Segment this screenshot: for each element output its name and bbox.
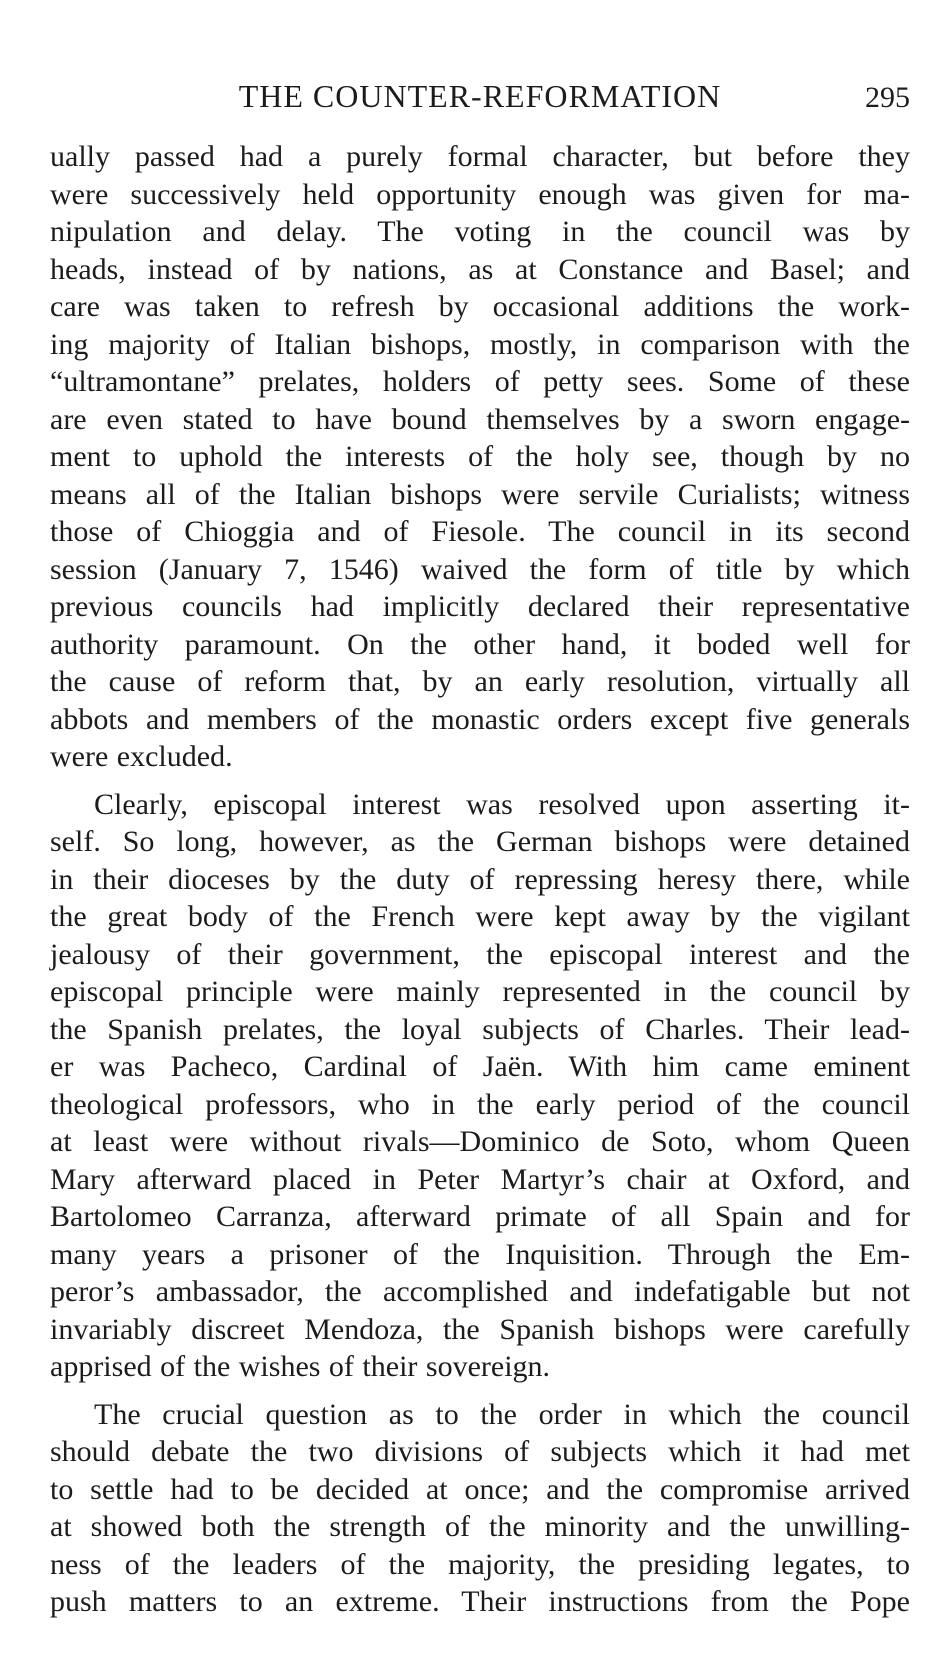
paragraph-3 bbox=[50, 1396, 910, 1621]
text-line: to settle had to be decided at once; and the compromise arrived bbox=[50, 1472, 910, 1506]
text-line: episcopal principle were mainly represented in the council by bbox=[50, 975, 910, 1008]
text-line: should debate the two divisions of subjects which it had met bbox=[50, 1435, 910, 1468]
text-line: push matters to an extreme. Their instructions from the Pope bbox=[50, 1585, 910, 1618]
text-line: the Spanish prelates, the loyal subjects of Charles. Their lead- bbox=[50, 1012, 910, 1046]
body-text bbox=[50, 138, 910, 1621]
text-line: ing majority of Italian bishops, mostly, in comparison with the bbox=[50, 327, 910, 361]
text-line: Mary afterward placed in Peter Martyr’s chair at Oxford, and bbox=[50, 1162, 910, 1196]
text-line: The crucial question as to the order in which the council bbox=[94, 1397, 910, 1431]
text-line: er was Pacheco, Cardinal of Jaën. With him came eminent bbox=[50, 1050, 910, 1083]
page-number: 295 bbox=[865, 81, 910, 114]
text-line: “ultramontane” prelates, holders of petty sees. Some of these bbox=[50, 365, 910, 398]
running-title: THE COUNTER-REFORMATION bbox=[238, 78, 722, 114]
text-line: in their dioceses by the duty of repressing heresy there, while bbox=[50, 862, 910, 896]
text-line: were successively held opportunity enough was given for ma- bbox=[50, 177, 910, 211]
text-line: jealousy of their government, the episcopal interest and the bbox=[50, 937, 910, 971]
text-line: ness of the leaders of the majority, the presiding legates, to bbox=[50, 1547, 910, 1581]
running-head bbox=[50, 74, 910, 118]
text-line: apprised of the wishes of their sovereign. bbox=[50, 1350, 551, 1383]
text-line: ually passed had a purely formal character, but before they bbox=[50, 140, 910, 173]
text-line: are even stated to have bound themselves by a sworn engage- bbox=[50, 402, 910, 436]
text-line: invariably discreet Mendoza, the Spanish bishops were carefully bbox=[50, 1312, 910, 1346]
text-line: means all of the Italian bishops were servile Curialists; witness bbox=[50, 477, 910, 511]
text-line: peror’s ambassador, the accomplished and indefatigable but not bbox=[50, 1275, 910, 1308]
text-line: at showed both the strength of the minority and the unwilling- bbox=[50, 1510, 910, 1543]
text-line: previous councils had implicitly declared their representative bbox=[50, 590, 910, 623]
text-line: at least were without rivals—Dominico de Soto, whom Queen bbox=[50, 1125, 910, 1158]
text-line: were excluded. bbox=[50, 740, 233, 773]
text-line: nipulation and delay. The voting in the council was by bbox=[50, 215, 910, 248]
paragraph-1 bbox=[50, 138, 910, 776]
text-line: the great body of the French were kept away by the vigilant bbox=[50, 900, 910, 933]
paragraph-2 bbox=[50, 786, 910, 1386]
text-line: session (January 7, 1546) waived the form of title by which bbox=[50, 552, 910, 586]
text-line: Bartolomeo Carranza, afterward primate of all Spain and for bbox=[50, 1200, 910, 1233]
text-line: many years a prisoner of the Inquisition. Through the Em- bbox=[50, 1237, 910, 1271]
text-line: care was taken to refresh by occasional additions the work- bbox=[50, 290, 910, 323]
text-line: the cause of reform that, by an early resolution, virtually all bbox=[50, 665, 910, 698]
text-line: those of Chioggia and of Fiesole. The council in its second bbox=[50, 515, 910, 548]
text-line: Clearly, episcopal interest was resolved upon asserting it- bbox=[94, 787, 910, 821]
text-line: authority paramount. On the other hand, it boded well for bbox=[50, 627, 910, 661]
text-line: abbots and members of the monastic orders except five generals bbox=[50, 702, 910, 736]
text-line: ment to uphold the interests of the holy see, though by no bbox=[50, 440, 910, 473]
text-line: theological professors, who in the early period of the council bbox=[50, 1087, 910, 1121]
text-line: heads, instead of by nations, as at Constance and Basel; and bbox=[50, 252, 910, 286]
text-line: self. So long, however, as the German bishops were detained bbox=[50, 825, 910, 858]
